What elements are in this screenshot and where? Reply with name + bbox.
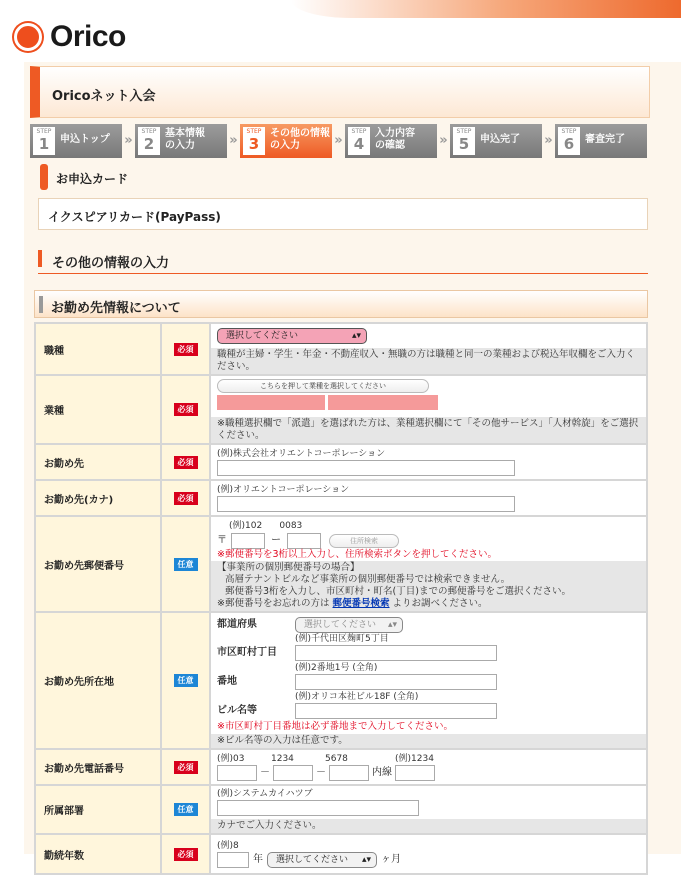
- required-badge: 必須: [174, 761, 198, 774]
- postal-mark: 〒: [217, 534, 227, 546]
- form-row-department: [35, 785, 647, 834]
- step-arrow-icon: »: [439, 133, 448, 148]
- field-label: 業種: [35, 375, 161, 444]
- step-2: [135, 124, 227, 158]
- step-progress: [30, 124, 655, 158]
- address-search-button[interactable]: 住所検索: [329, 534, 399, 548]
- form-row-company: [35, 444, 647, 480]
- orico-logo-text: Orico: [50, 20, 126, 53]
- step-5: [450, 124, 542, 158]
- field-label: 所属部署: [35, 785, 161, 834]
- department-input[interactable]: [217, 800, 419, 816]
- building-label: ビル名等: [217, 705, 257, 716]
- step-4-label: 入力内容 の確認: [375, 128, 415, 151]
- tenure-example: (例)8: [217, 840, 239, 851]
- building-input[interactable]: [295, 703, 497, 719]
- company-kana-input[interactable]: [217, 496, 515, 512]
- field-label: お勤め先郵便番号: [35, 516, 161, 612]
- required-badge: 必須: [174, 403, 198, 416]
- step-5-badge: STEP 5: [453, 127, 475, 155]
- optional-badge: 任意: [174, 674, 198, 687]
- step-arrow-icon: »: [124, 133, 133, 148]
- department-example: (例)システムカイハツブ: [217, 789, 313, 799]
- city-label: 市区町村丁目: [217, 647, 277, 658]
- postal-info: 【事業所の個別郵便番号の場合】 高層テナントビルなど事業所の個別郵便番号では検索できません。 郵便番号3桁を入力し、市区町村・町名(丁目)までの郵便番号をご選択ください。 ※郵便番号をお忘れの方は 郵便番号検索 よりお調べください。: [211, 561, 646, 611]
- orico-logo[interactable]: [14, 20, 126, 54]
- select-arrow-icon: ▴▾: [361, 854, 371, 865]
- phone-exchange-input[interactable]: [273, 765, 313, 781]
- employer-form-table: [34, 322, 648, 875]
- form-row-tenure: 勤続年数 必須 (例)8 年 選択してください ▴▾ ヶ月: [35, 834, 647, 874]
- step-6-badge: STEP 6: [558, 127, 580, 155]
- industry-major-field[interactable]: [217, 395, 325, 410]
- selected-card-box: [38, 198, 648, 230]
- heading-marker: [38, 250, 42, 267]
- optional-badge: 任意: [174, 803, 198, 816]
- step-1-label: 申込トップ: [60, 134, 110, 145]
- extension-label: 内線: [372, 766, 392, 778]
- step-arrow-icon: »: [229, 133, 238, 148]
- required-badge: 必須: [174, 456, 198, 469]
- address-warning: ※市区町村丁目番地は必ず番地まで入力してください。: [217, 721, 453, 732]
- department-note: カナでご入力ください。: [211, 819, 646, 833]
- field-label: 職種: [35, 323, 161, 375]
- step-5-label: 申込完了: [480, 134, 520, 145]
- step-3-label: その他の情報 の入力: [270, 128, 330, 151]
- required-badge: 必須: [174, 343, 198, 356]
- city-input[interactable]: [295, 645, 497, 661]
- step-2-badge: STEP 2: [138, 127, 160, 155]
- occupation-note: 職種が主婦・学生・年金・不動産収入・無職の方は職種と同一の業種および税込年収欄をご入力ください。: [211, 348, 646, 374]
- prefecture-select[interactable]: 選択してください ▴▾: [295, 617, 403, 633]
- step-arrow-icon: »: [544, 133, 553, 148]
- step-1-badge: STEP 1: [33, 127, 55, 155]
- postal-first-input[interactable]: [231, 533, 265, 549]
- field-label: お勤め先所在地: [35, 612, 161, 749]
- card-name: イクスピアリカード(PayPass): [48, 210, 221, 224]
- step-4-badge: STEP 4: [348, 127, 370, 155]
- step-3-badge: STEP 3: [243, 127, 265, 155]
- street-number-input[interactable]: [295, 674, 497, 690]
- select-arrow-icon: ▴▾: [387, 620, 397, 630]
- step-2-label: 基本情報 の入力: [165, 128, 205, 151]
- form-row-company-kana: [35, 480, 647, 516]
- occupation-select[interactable]: 選択してください ▴▾: [217, 328, 367, 344]
- page-title-bar: [30, 66, 650, 118]
- industry-note: ※職種選択欄で「派遣」を選ばれた方は、業種選択欄にて「その他サービス」「人材斡旋」をご選択ください。: [211, 417, 646, 443]
- orico-logo-mark-icon: [14, 23, 42, 51]
- tenure-years-input[interactable]: [217, 852, 249, 868]
- company-input[interactable]: [217, 460, 515, 476]
- industry-minor-field[interactable]: [328, 395, 438, 410]
- header-decoration: [291, 0, 681, 18]
- address-note: ※ビル名等の入力は任意です。: [211, 734, 646, 748]
- optional-badge: 任意: [174, 558, 198, 571]
- company-example: (例)株式会社オリエントコーポレーション: [217, 448, 386, 459]
- field-label: お勤め先: [35, 444, 161, 480]
- step-6-label: 審査完了: [585, 134, 625, 145]
- step-6: [555, 124, 647, 158]
- step-1: [30, 124, 122, 158]
- phone-extension-input[interactable]: [395, 765, 435, 781]
- form-row-address: お勤め先所在地 任意 都道府県 選択してください ▴▾ (例)千代田区麹町5丁目 市区町村丁目 (例)2番地1号 (全角) 番地 (例)オリコ本社ビル18F (全角) ビル名等 ※市区町村丁目番地は必ず番地まで入力してください。 ※ビル名等の入力は任意です。: [35, 612, 647, 749]
- phone-area-input[interactable]: [217, 765, 257, 781]
- step-arrow-icon: »: [334, 133, 343, 148]
- field-label: お勤め先(カナ): [35, 480, 161, 516]
- prefecture-label: 都道府県: [217, 619, 257, 630]
- field-label: お勤め先電話番号: [35, 749, 161, 785]
- header: [0, 0, 681, 62]
- field-label: 勤続年数: [35, 834, 161, 874]
- street-number-label: 番地: [217, 676, 237, 687]
- section-heading: その他の情報の入力: [38, 248, 648, 274]
- phone-number-input[interactable]: [329, 765, 369, 781]
- tenure-months-select[interactable]: 選択してください ▴▾: [267, 852, 377, 868]
- heading-marker: [39, 296, 43, 313]
- company-kana-example: (例)オリエントコーポレーション: [217, 484, 350, 495]
- step-3-active: [240, 124, 332, 158]
- form-row-postal: お勤め先郵便番号 任意 (例)102 0083 〒 ー 住所検索 ※郵便番号を3桁以上入力し、住所検索ボタンを押してください。 【事業所の個別郵便番号の場合】 高層テナントビルなど事業所の個別郵便番号では検索できません。 郵便番号3桁を入力し、市区町村・町名(丁目)までの郵便番号をご選択ください。 ※郵便番号をお忘れの方は 郵便番号検索 よりお調べください。: [35, 516, 647, 612]
- postal-lookup-link[interactable]: 郵便番号検索: [332, 597, 390, 609]
- postal-warning: ※郵便番号を3桁以上入力し、住所検索ボタンを押してください。: [217, 548, 498, 560]
- subsection-heading: お勤め先情報について: [34, 290, 648, 318]
- main-content: Oricoネット入会 STEP 1 申込トップ » STEP 2 基本情報 の入力 » STEP 3 その他の情報 の入力 » STEP 4 入力内容 の確認 » STEP 5 申込完了 » STEP 6 審査完了 お申込カード イクスピアリカード(PayPass) その他の情報の入力 お勤め先情報について 職種 必須 選択してください ▴▾ 職種が主婦・学生・年金・不動産収入・無職の方は職種と同一の業種および税込年収欄をご入力ください。 業種 必須 こちらを押して業種を選択してください ※職種選択欄で「派遣」を選ばれた方は、業種選択欄にて「その他サービス」「人材斡旋」をご選択ください。 お勤め先 必須 (例)株式会社オリエントコーポレーション お勤め先(カナ) 必須 (例)オリエントコーポレーション お勤め先郵便番号 任意 (例)102 0083 〒 ー 住所検索 ※郵便番号を3桁以上入力し、住所検索ボタンを押してください。 【事業所の個別郵便番号の場合】 高層テナントビルなど事業所の個別郵便番号では検索できません。 郵便番号3桁を入力し、市区町村・町名(丁目)までの郵便番号をご選択ください。 ※郵便番号をお忘れの方は 郵便番号検索 よりお調べください。 お勤め先所在地 任意 都道府県 選択してください ▴▾ (例)千代田区麹町5丁目 市区町村丁目 (例)2番地1号 (全角) 番地 (例)オリコ本社ビル18F (全角) ビル名等 ※市区町村丁目番地は必ず番地まで入力してください。 ※ビル名等の入力は任意です。 お勤め先電話番号 必須 (例)03 1234 5678 (例)1234 － － 内線 所属部署 任意 (例)システムカイハツブ カナでご入力ください。 勤続年数 必須 (例)8 年 選択してください ▴▾ ヶ月: [24, 62, 681, 854]
- heading-marker: [40, 164, 48, 190]
- required-badge: 必須: [174, 492, 198, 505]
- required-badge: 必須: [174, 848, 198, 861]
- select-arrow-icon: ▴▾: [351, 330, 361, 341]
- step-4: [345, 124, 437, 158]
- form-row-phone: お勤め先電話番号 必須 (例)03 1234 5678 (例)1234 － － 内線: [35, 749, 647, 785]
- industry-select-button[interactable]: こちらを押して業種を選択してください: [217, 379, 429, 393]
- postal-second-input[interactable]: [287, 533, 321, 549]
- form-row-occupation: [35, 323, 647, 375]
- form-row-industry: [35, 375, 647, 444]
- page-title: Oricoネット入会: [52, 89, 156, 104]
